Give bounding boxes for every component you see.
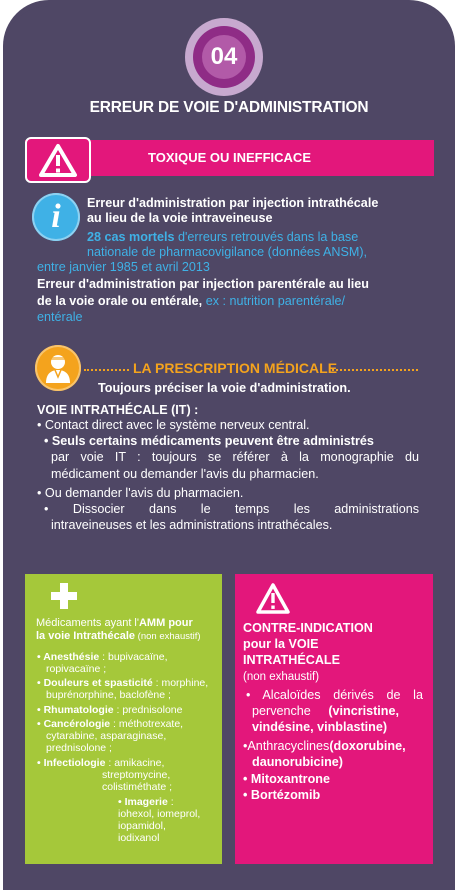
contraindication-panel: [235, 574, 433, 864]
allowed-drug-row: [46, 730, 166, 742]
info-line2c: entérale: [37, 310, 83, 324]
allowed-drug-row: [37, 651, 168, 663]
it-bullet-2-line3: médicament ou demander l'avis du pharmacien.: [51, 467, 319, 481]
it-bullet-2-line1: • Seuls certains médicaments peuvent être administrés: [44, 434, 374, 448]
allowed-drug-category: • Cancérologie: [37, 718, 111, 730]
allowed-drug-row: [46, 742, 112, 754]
allowed-drug-row: [102, 769, 170, 781]
allowed-drug-row: [118, 820, 166, 832]
info-line2b-white: de la voie orale ou entérale,: [37, 294, 206, 308]
green-intro-a: Médicaments ayant l': [36, 617, 139, 629]
info-icon: i: [32, 193, 80, 241]
ci-item2-line2: daunorubicine): [252, 755, 343, 769]
prescription-subtitle: Toujours préciser la voie d'administration.: [98, 381, 351, 395]
ci-item1-line1: • Alcaloïdes dérivés de la: [246, 688, 423, 702]
allowed-drug-text: :: [167, 796, 174, 808]
allowed-drug-row: [118, 796, 174, 808]
dotted-line-left: [84, 369, 129, 371]
warning-icon: [255, 582, 291, 616]
info-line2a: Erreur d'administration par injection parentérale au lieu: [37, 277, 369, 291]
allowed-drug-row: [118, 808, 200, 820]
doctor-icon-circle: [35, 345, 81, 391]
ci-item1-line2a: pervenche: [252, 704, 315, 718]
allowed-drug-category: • Infectiologie: [37, 757, 106, 769]
allowed-drug-row: [118, 832, 159, 844]
prescription-title: LA PRESCRIPTION MÉDICALE: [133, 360, 338, 376]
info-stat-line2: nationale de pharmacovigilance (données ANSM),: [87, 245, 368, 259]
green-intro-b: AMM: [138, 617, 166, 629]
it-bullet-1: • Contact direct avec le système nerveux central.: [37, 418, 310, 432]
plus-icon: [51, 583, 77, 609]
allowed-drug-row: [46, 689, 171, 701]
allowed-drug-row: [37, 677, 208, 689]
allowed-drug-category: • Douleurs et spasticité: [37, 677, 153, 689]
allowed-drug-category: • Imagerie: [118, 796, 168, 808]
info-line1a: Erreur d'administration par injection intrathécale: [87, 196, 379, 210]
dotted-line-right: [332, 369, 418, 371]
allowed-drug-text: iodixanol: [118, 832, 160, 844]
ci-heading-line2: pour la VOIE: [243, 637, 319, 651]
allowed-drug-text: streptomycine,: [102, 769, 171, 781]
allowed-drug-row: [37, 704, 182, 716]
allowed-drug-text: : morphine,: [152, 677, 209, 689]
info-line1b: au lieu de la voie intraveineuse: [87, 211, 273, 225]
green-intro-d: la voie Intrathécale: [36, 630, 136, 642]
allowed-drug-text: buprénorphine, baclofène ;: [46, 689, 171, 701]
allowed-drug-text: prednisolone ;: [46, 742, 112, 754]
ci-item2-a: •Anthracyclines: [243, 739, 330, 753]
page-title: ERREUR DE VOIE D'ADMINISTRATION: [89, 99, 369, 116]
info-stat-bold: 28 cas mortels: [87, 230, 175, 244]
it-heading: VOIE INTRATHÉCALE (IT) :: [37, 403, 199, 417]
allowed-drug-category: • Anesthésie: [37, 651, 100, 663]
ci-item2-b: (doxorubine,: [329, 739, 406, 753]
ci-item1-line3: vindésine, vinblastine): [252, 720, 388, 734]
it-bullet-4-line2: intraveineuses et les administrations intrathécales.: [51, 518, 333, 532]
ci-item1-line2b: (vincristine,: [328, 704, 399, 718]
doctor-icon: [35, 345, 81, 391]
ci-item4: • Bortézomib: [243, 788, 321, 802]
green-intro-e: (non exhaustif): [135, 631, 201, 642]
ci-note: (non exhaustif): [243, 671, 320, 683]
allowed-drug-text: iohexol, iomeprol,: [118, 808, 201, 820]
allowed-drug-row: [46, 663, 106, 675]
green-intro-c: pour: [165, 617, 193, 629]
allowed-drug-text: : bupivacaïne,: [99, 651, 168, 663]
info-stat-rest: d'erreurs retrouvés dans la base: [174, 230, 359, 244]
allowed-drug-row: [37, 757, 164, 769]
badge-number: 04: [202, 35, 246, 79]
ci-item3: • Mitoxantrone: [243, 772, 330, 786]
allowed-drug-text: : amikacine,: [105, 757, 165, 769]
alert-label: TOXIQUE OU INEFFICACE: [148, 150, 311, 165]
allowed-drug-text: : méthotrexate,: [110, 718, 184, 730]
allowed-drug-text: : prednisolone: [113, 704, 183, 716]
allowed-drug-text: iopamidol,: [118, 820, 166, 832]
allowed-drug-text: cytarabine, asparaginase,: [46, 730, 167, 742]
allowed-drug-row: [102, 781, 172, 793]
it-bullet-2-line2: par voie IT : toujours se référer à la monographie du: [51, 450, 419, 464]
info-stat-line3: entre janvier 1985 et avril 2013: [37, 260, 210, 274]
allowed-drug-row: [37, 718, 183, 730]
allowed-drug-category: • Rhumatologie: [37, 704, 114, 716]
allowed-drug-text: colistiméthate ;: [102, 781, 173, 793]
ci-heading-line3: INTRATHÉCALE: [243, 653, 341, 667]
it-bullet-3: • Ou demander l'avis du pharmacien.: [37, 486, 244, 500]
info-line2b-blue: ex : nutrition parentérale/: [205, 294, 345, 308]
ci-heading-line1: CONTRE-INDICATION: [243, 621, 373, 635]
allowed-drug-text: ropivacaïne ;: [46, 663, 107, 675]
it-bullet-4-line1: • Dissocier dans le temps les administrations: [44, 502, 419, 516]
